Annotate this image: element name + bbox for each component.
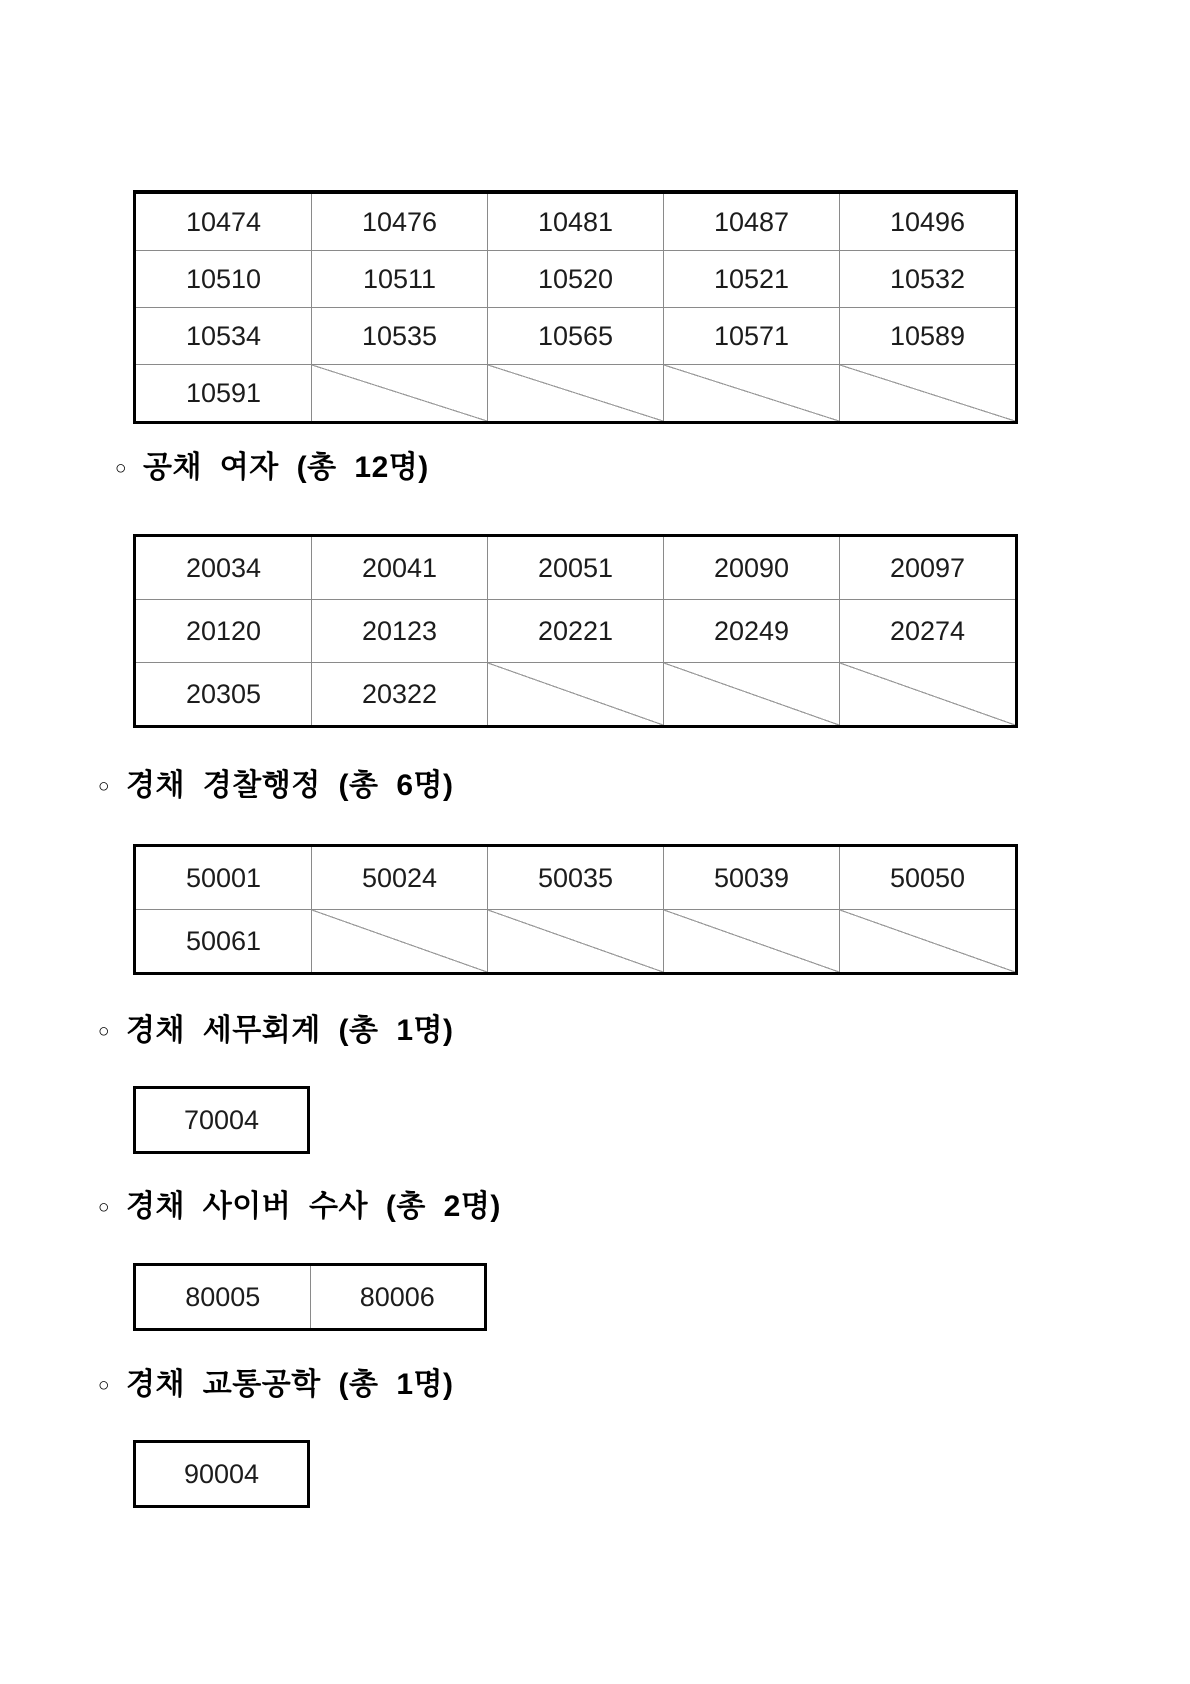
candidate-number-cell: 10474 [136, 194, 312, 250]
section-gyeongchae-traffic-engineering [98, 1363, 1190, 1508]
empty-diagonal-cell [312, 910, 488, 972]
circle-bullet-icon: ○ [98, 1021, 110, 1042]
candidate-number-cell: 10487 [664, 194, 840, 250]
empty-diagonal-cell [664, 365, 840, 421]
candidate-number-cell: 10476 [312, 194, 488, 250]
candidate-number-table [133, 844, 1018, 975]
table-row [136, 847, 1015, 910]
candidate-number-cell: 10496 [889, 206, 966, 237]
candidate-number-cell: 10510 [136, 251, 312, 307]
section-gongchae-women [115, 446, 1190, 728]
section-heading-text: 경채 경찰행정 (총 6명) [125, 769, 454, 802]
section-gyeongchae-police-admin [98, 764, 1190, 975]
empty-diagonal-cell [840, 663, 1015, 725]
candidate-number-table [133, 1086, 310, 1154]
circle-bullet-icon: ○ [98, 776, 110, 797]
candidate-number-cell: 20221 [488, 600, 664, 662]
candidate-number-table [133, 190, 1018, 424]
candidate-number-cell: 10589 [889, 320, 966, 351]
table-row [136, 1266, 484, 1328]
candidate-number-table [133, 1440, 310, 1508]
circle-bullet-icon: ○ [115, 458, 127, 479]
candidate-number-cell: 20051 [488, 537, 664, 599]
table-row [136, 251, 1015, 308]
candidate-number-cell: 90004 [183, 1458, 260, 1489]
candidate-number-cell: 50061 [136, 910, 312, 972]
empty-diagonal-cell [312, 365, 488, 421]
empty-diagonal-cell [664, 910, 840, 972]
empty-diagonal-cell [840, 910, 1015, 972]
table-row [136, 663, 1015, 725]
section-heading [98, 1185, 1190, 1229]
table-row [136, 600, 1015, 663]
candidate-number-cell: 20034 [136, 537, 312, 599]
candidate-number-cell: 20123 [312, 600, 488, 662]
candidate-number-cell: 10521 [664, 251, 840, 307]
table-row [136, 910, 1015, 972]
circle-bullet-icon: ○ [98, 1197, 110, 1218]
candidate-number-cell: 20090 [664, 537, 840, 599]
table-row [136, 194, 1015, 251]
table-row [136, 1443, 307, 1505]
section-heading-text: 경채 사이버 수사 (총 2명) [125, 1190, 501, 1223]
candidate-number-cell: 80006 [359, 1281, 435, 1312]
candidate-number-cell: 10481 [488, 194, 664, 250]
section-roster-continued [133, 190, 1190, 424]
table-row [136, 1089, 307, 1151]
candidate-number-cell: 10571 [664, 308, 840, 364]
empty-diagonal-cell [488, 910, 664, 972]
candidate-number-cell: 20322 [312, 663, 488, 725]
candidate-number-cell: 10520 [488, 251, 664, 307]
table-row [136, 365, 1015, 421]
table-row [136, 308, 1015, 365]
section-heading [98, 1363, 1190, 1407]
candidate-number-cell: 10511 [312, 251, 488, 307]
candidate-number-cell: 50024 [312, 847, 488, 909]
section-heading-text: 경채 교통공학 (총 1명) [125, 1368, 454, 1401]
candidate-number-cell: 20249 [664, 600, 840, 662]
candidate-number-cell: 50035 [488, 847, 664, 909]
candidate-number-cell: 80005 [136, 1266, 311, 1328]
candidate-number-cell: 50039 [664, 847, 840, 909]
candidate-number-cell: 20305 [136, 663, 312, 725]
section-heading [98, 764, 1190, 808]
section-heading-text: 공채 여자 (총 12명) [142, 451, 429, 484]
candidate-number-cell: 10532 [889, 263, 966, 294]
candidate-number-cell: 10565 [488, 308, 664, 364]
circle-bullet-icon: ○ [98, 1375, 110, 1396]
candidate-number-table [133, 534, 1018, 728]
section-heading-text: 경채 세무회계 (총 1명) [125, 1014, 454, 1047]
candidate-number-cell: 50050 [889, 862, 966, 893]
candidate-number-cell: 10535 [312, 308, 488, 364]
table-row [136, 537, 1015, 600]
candidate-number-cell: 20097 [889, 552, 966, 583]
candidate-number-cell: 20041 [312, 537, 488, 599]
candidate-number-cell: 10534 [136, 308, 312, 364]
candidate-number-cell: 70004 [183, 1104, 260, 1135]
section-gyeongchae-tax-accounting [98, 1009, 1190, 1154]
candidate-number-cell: 10591 [136, 365, 312, 421]
section-heading [98, 1009, 1190, 1053]
section-heading [115, 446, 1190, 490]
candidate-number-cell: 50001 [136, 847, 312, 909]
candidate-number-cell: 20120 [136, 600, 312, 662]
candidate-number-cell: 20274 [889, 615, 966, 646]
section-gyeongchae-cyber-investigation [98, 1185, 1190, 1331]
empty-diagonal-cell [488, 663, 664, 725]
empty-diagonal-cell [488, 365, 664, 421]
empty-diagonal-cell [664, 663, 840, 725]
empty-diagonal-cell [840, 365, 1015, 421]
candidate-number-table [133, 1263, 487, 1331]
